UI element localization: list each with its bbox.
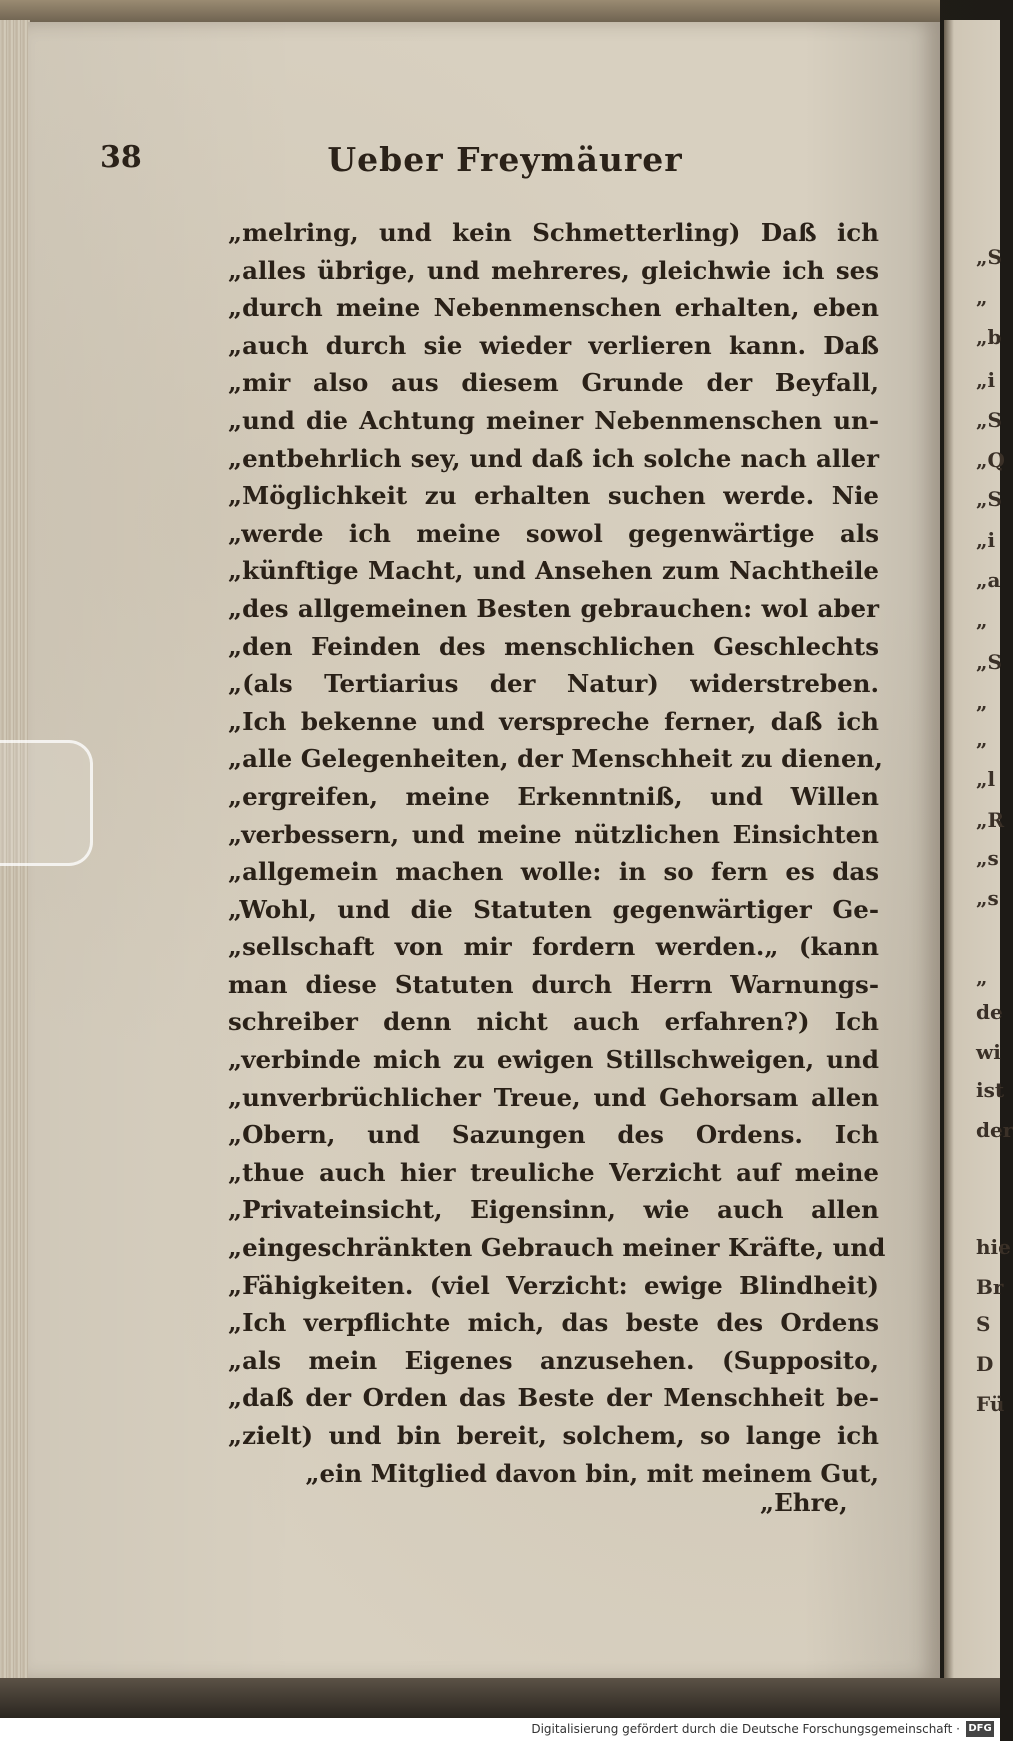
facing-page-fragment: der	[976, 1118, 1013, 1142]
facing-page-fragment: „b	[976, 325, 1002, 349]
text-line: „(als Tertiarius der Natur) widerstreben.	[228, 669, 879, 699]
page-header	[100, 140, 900, 190]
book-bottom-edge	[0, 1678, 1000, 1718]
text-line: „daß der Orden das Beste der Menschheit be-	[228, 1383, 879, 1413]
text-line: „alles übrige, und mehreres, gleichwie ich ses	[228, 255, 879, 285]
text-line: „Fähigkeiten. (viel Verzicht: ewige Blindheit)	[228, 1270, 879, 1300]
facing-page-fragment: „R	[976, 808, 1005, 832]
text-line: „Wohl, und die Statuten gegenwärtiger Ge-	[228, 894, 879, 924]
book-top-edge	[0, 0, 940, 22]
text-line: „Privateinsicht, Eigensinn, wie auch allen	[228, 1195, 879, 1225]
facing-page-fragment: wi	[976, 1040, 1001, 1064]
dfg-logo: DFG	[966, 1721, 994, 1737]
facing-page-fragment: Fü	[976, 1392, 1005, 1416]
facing-page-fragment: „	[976, 690, 988, 714]
text-line: „künftige Macht, und Ansehen zum Nachtheile	[228, 556, 879, 586]
text-line: „melring, und kein Schmetterling) Daß ich	[228, 218, 879, 247]
text-line: „den Feinden des menschlichen Geschlechts	[228, 631, 879, 661]
facing-page-fragment: D	[976, 1352, 994, 1376]
facing-page-fragment: „	[976, 285, 988, 309]
facing-page-fragment: „	[976, 608, 988, 632]
text-line: „des allgemeinen Besten gebrauchen: wol aber	[228, 593, 879, 623]
facing-page-fragment: „S	[976, 408, 1002, 432]
facing-page-fragment: „a	[976, 568, 1001, 592]
facing-page-fragment: „	[976, 965, 988, 989]
facing-page-fragment: „s	[976, 886, 999, 910]
facing-page-fragment: „S	[976, 245, 1002, 269]
text-line: „auch durch sie wieder verlieren kann. Daß	[228, 330, 879, 360]
catchword: „Ehre,	[760, 1488, 848, 1517]
page-number: 38	[100, 140, 142, 175]
text-line: „zielt) und bin bereit, solchem, so lange ich	[228, 1421, 879, 1450]
text-line: „ein Mitglied davon bin, mit meinem Gut,	[305, 1458, 879, 1488]
facing-page-fragment: „Q	[976, 448, 1005, 472]
text-line: „allgemein machen wolle: in so fern es das	[228, 857, 879, 887]
facing-page-fragment: „s	[976, 846, 999, 870]
text-line: „eingeschränkten Gebrauch meiner Kräfte, und	[228, 1233, 886, 1263]
text-line: „verbinde mich zu ewigen Stillschweigen, und	[228, 1045, 879, 1075]
facing-page-fragment: S	[976, 1312, 991, 1336]
text-line: schreiber denn nicht auch erfahren?) Ich	[228, 1007, 879, 1037]
text-line: „und die Achtung meiner Nebenmenschen un-	[228, 405, 879, 435]
running-head: Ueber Freymäurer	[327, 140, 683, 179]
text-line: „werde ich meine sowol gegenwärtige als	[228, 518, 879, 548]
text-line: „ergreifen, meine Erkenntniß, und Willen	[228, 781, 879, 811]
text-line: „entbehrlich sey, und daß ich solche nach aller	[228, 443, 879, 473]
facing-page-fragment: „i	[976, 368, 996, 392]
facing-page-fragment: hie	[976, 1235, 1011, 1259]
facing-page-fragment: „S	[976, 650, 1002, 674]
digitization-credit: Digitalisierung gefördert durch die Deutsche Forschungsgemeinschaft ·	[531, 1722, 960, 1736]
text-line: „durch meine Nebenmenschen erhalten, eben	[228, 293, 879, 323]
facing-page-fragment: „i	[976, 528, 996, 552]
text-line: „Obern, und Sazungen des Ordens. Ich	[228, 1120, 879, 1150]
body-text	[228, 214, 886, 1492]
text-line: „mir also aus diesem Grunde der Beyfall,	[228, 368, 879, 398]
text-line: man diese Statuten durch Herrn Warnungs-	[228, 969, 879, 999]
facing-page-fragment: „	[976, 727, 988, 751]
text-line: „Möglichkeit zu erhalten suchen werde. Nie	[228, 481, 879, 511]
text-line: „als mein Eigenes anzusehen. (Supposito,	[228, 1345, 879, 1375]
text-line: „alle Gelegenheiten, der Menschheit zu dienen,	[228, 744, 883, 774]
facing-page-fragment: Br	[976, 1275, 1004, 1299]
text-line: „verbessern, und meine nützlichen Einsichten	[228, 819, 879, 849]
text-line: „sellschaft von mir fordern werden.„ (kann	[228, 932, 879, 962]
text-line: „unverbrüchlicher Treue, und Gehorsam allen	[228, 1082, 879, 1112]
facing-page-fragment: „l	[976, 767, 996, 791]
text-line: „Ich bekenne und verspreche ferner, daß ich	[228, 706, 879, 736]
footer-bar	[0, 1718, 1000, 1741]
facing-page-fragment: ist	[976, 1078, 1005, 1102]
facing-page-fragment: „S	[976, 487, 1002, 511]
text-line: „thue auch hier treuliche Verzicht auf meine	[228, 1157, 879, 1187]
facing-page-fragment: de	[976, 1000, 1003, 1024]
page-turn-tab[interactable]	[0, 740, 93, 866]
text-line: „Ich verpflichte mich, das beste des Ordens	[228, 1308, 879, 1338]
